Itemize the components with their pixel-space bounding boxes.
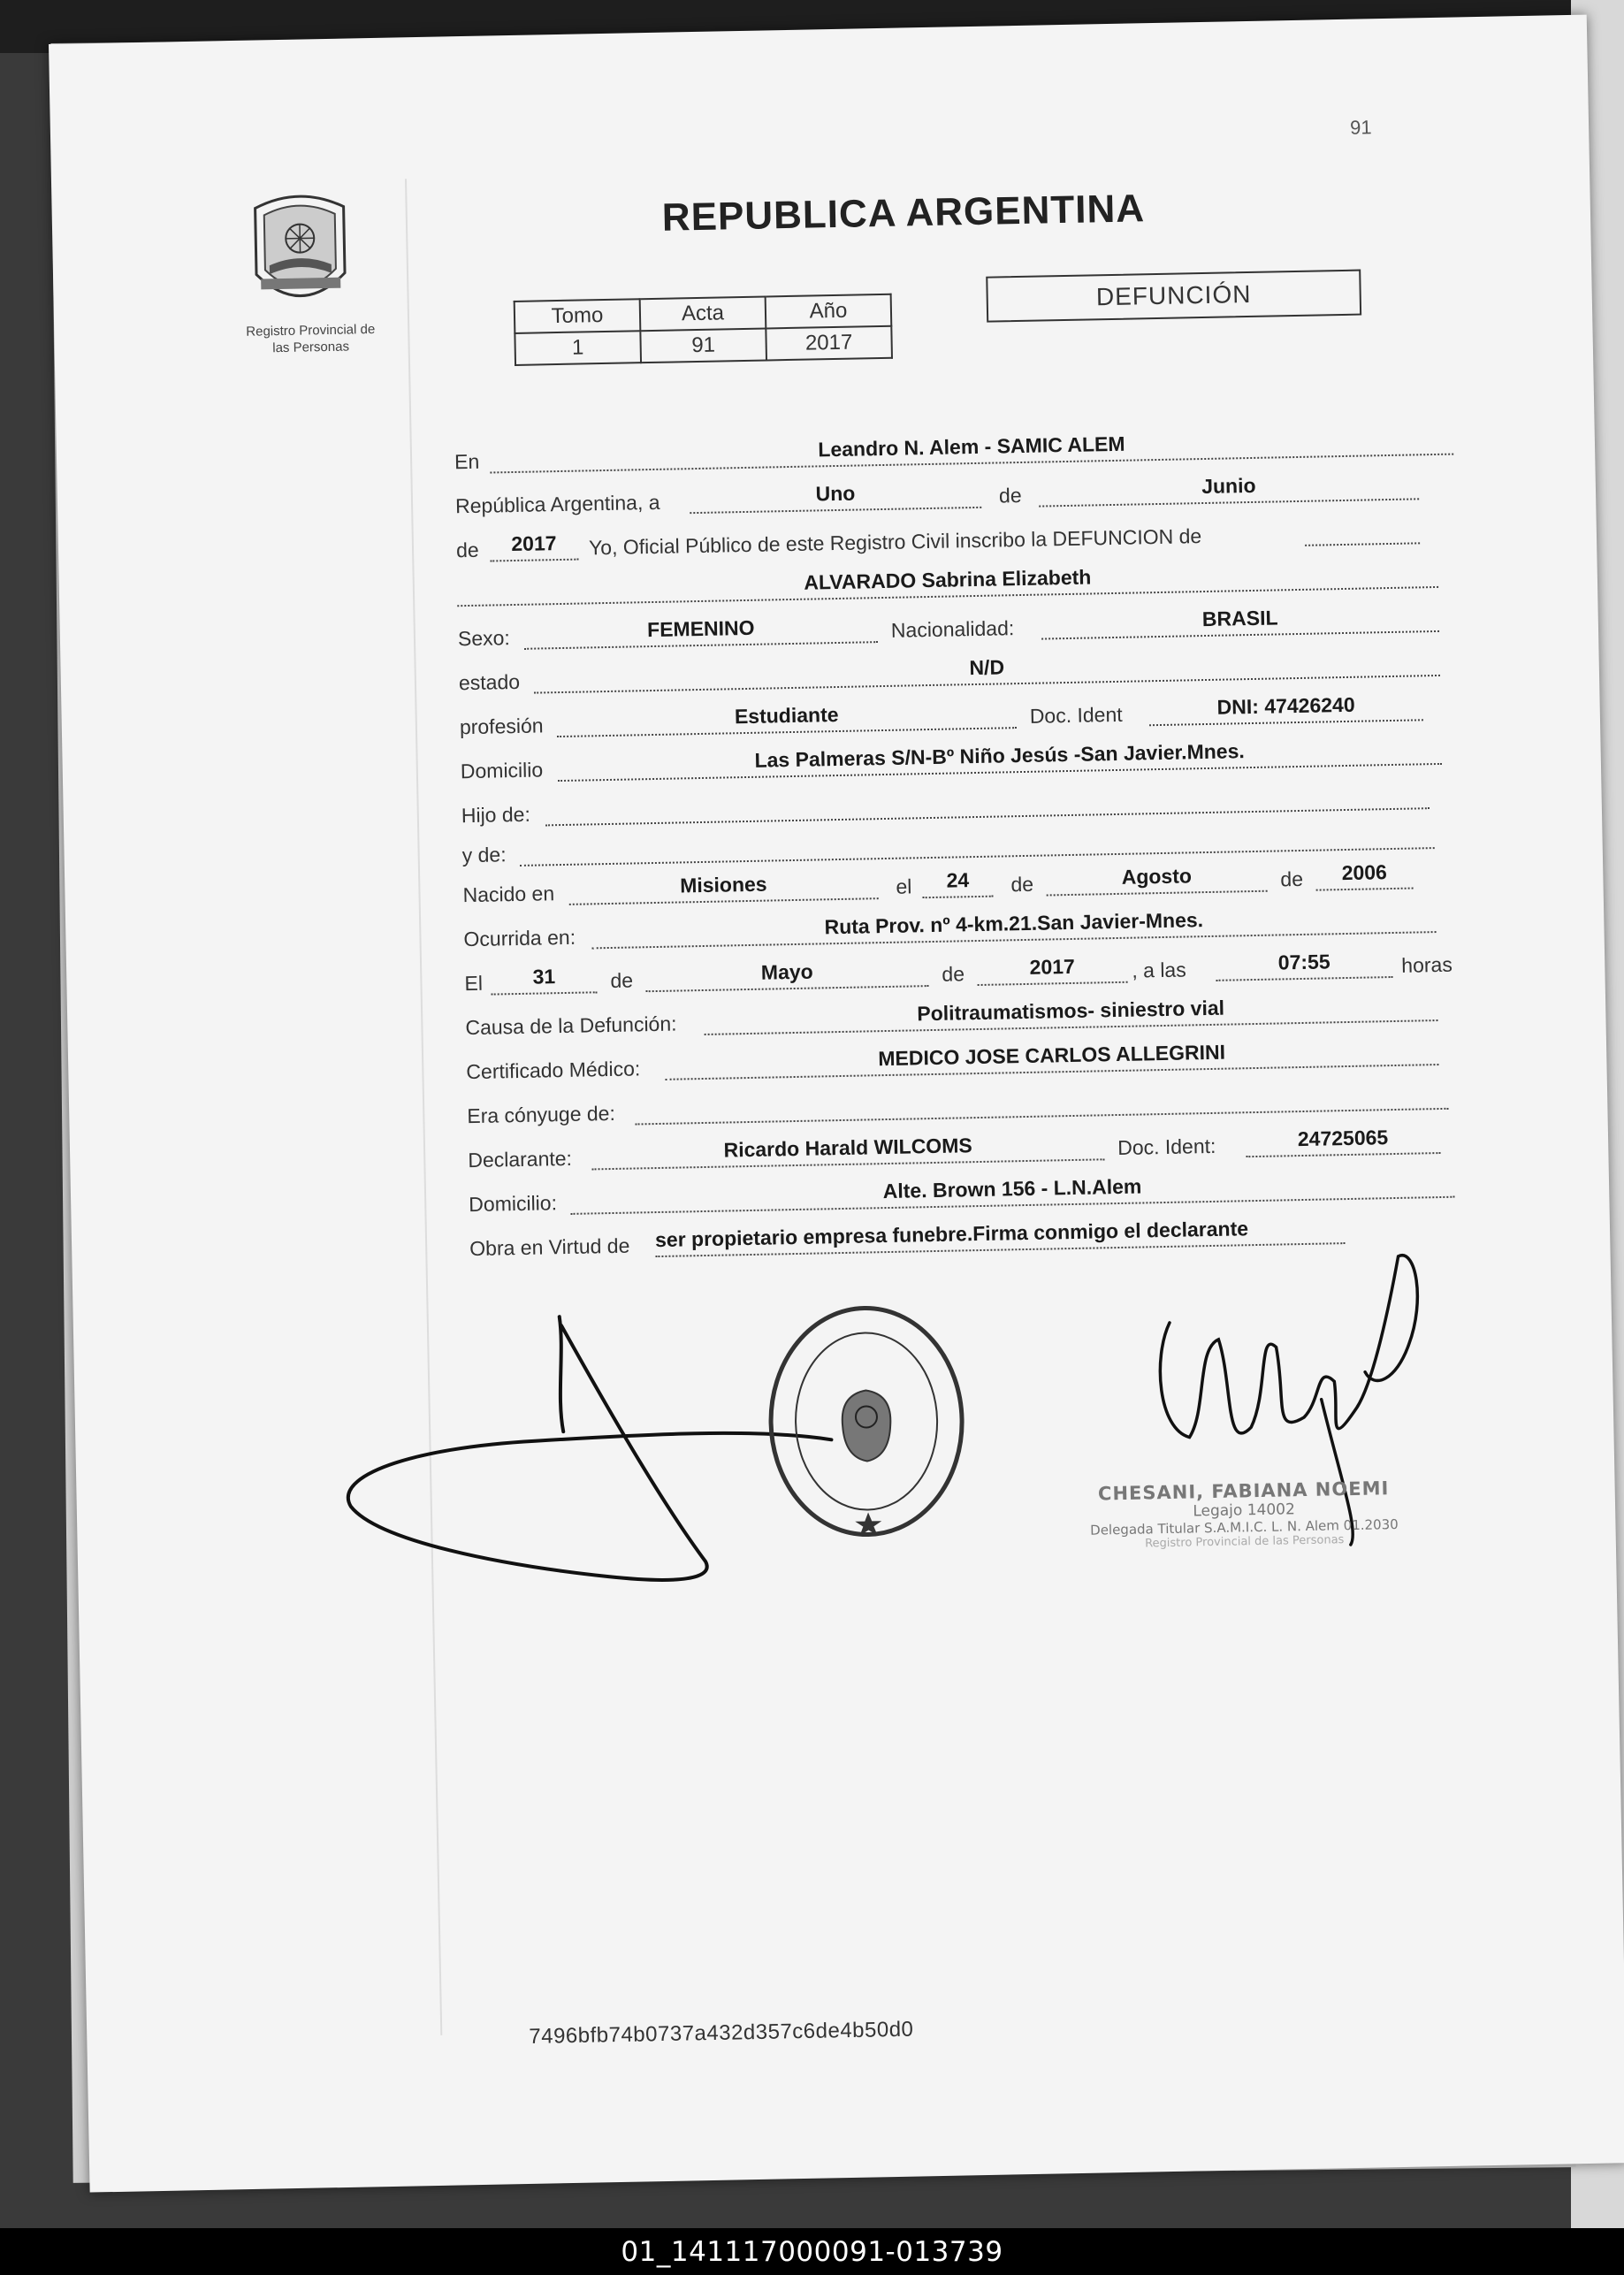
registry-label: Registro Provincial de las Personas [246, 321, 376, 356]
de2-label: de [455, 538, 479, 562]
estado-value: N/D [969, 655, 1005, 680]
registry-seal [763, 1300, 971, 1542]
nacido-label: Nacido en [462, 882, 555, 907]
republica-label: República Argentina, a [454, 490, 660, 518]
hijo-label: Hijo de: [461, 802, 531, 828]
oficial-line [1304, 508, 1420, 546]
en-label: En [454, 449, 480, 474]
file-id-bar [0, 2228, 1624, 2275]
sexo-value: FEMENINO [646, 615, 755, 642]
domicilio2-label: Domicilio: [469, 1191, 558, 1217]
official-role: Delegada Titular S.A.M.I.C. L. N. Alem 01.2030 [1089, 1516, 1399, 1538]
ref-value-anio: 2017 [766, 326, 892, 361]
nacionalidad-value: BRASIL [1201, 606, 1278, 631]
conyuge-label: Era cónyuge de: [467, 1101, 616, 1128]
margin-line [405, 179, 442, 2035]
nac-de-label: de [1010, 872, 1034, 897]
doc2-label: Doc. Ident: [1117, 1134, 1216, 1160]
def-dia-value: 31 [532, 965, 556, 989]
sexo-label: Sexo: [457, 626, 511, 651]
certificado-label: Certificado Médico: [466, 1057, 641, 1084]
obra-label: Obra en Virtud de [469, 1233, 630, 1261]
en-value: Leandro N. Alem - SAMIC ALEM [818, 431, 1125, 462]
file-id: 01_141117000091-013739 [621, 2235, 1003, 2268]
oficial-text: Yo, Oficial Público de este Registro Civil inscribo la DEFUNCION de [588, 524, 1202, 560]
doc-value: DNI: 47426240 [1216, 692, 1355, 719]
ocurrida-value: Ruta Prov. nº 4-km.21.San Javier-Mnes. [824, 908, 1204, 939]
anio-value: 2017 [511, 531, 557, 556]
causa-value: Politraumatismos- siniestro vial [917, 996, 1225, 1026]
yde-label: y de: [461, 843, 507, 867]
ref-value-tomo: 1 [515, 331, 641, 365]
el-label: el [896, 874, 912, 898]
causa-label: Causa de la Defunción: [465, 1012, 677, 1040]
reference-table [514, 294, 893, 366]
nac-anio-value: 2006 [1341, 860, 1388, 885]
obra-value: ser propietario empresa funebre.Firma conmigo el declarante [654, 1217, 1249, 1252]
page-number: 91 [1349, 116, 1372, 139]
nacionalidad-label: Nacionalidad: [890, 616, 1015, 642]
certificado-value: MEDICO JOSE CARLOS ALLEGRINI [878, 1040, 1226, 1071]
death-certificate-sheet [49, 15, 1624, 2193]
official-registry: Registro Provincial de las Personas [1145, 1533, 1345, 1551]
hora-value: 07:55 [1277, 950, 1330, 974]
nac-de2-label: de [1280, 866, 1304, 891]
nombre-value: ALVARADO Sabrina Elizabeth [804, 565, 1092, 594]
def-anio-value: 2017 [1029, 954, 1076, 979]
profesion-label: profesión [459, 714, 544, 739]
provincial-emblem-icon [246, 188, 355, 314]
estado-label: estado [458, 669, 521, 695]
def-mes-value: Mayo [760, 959, 813, 984]
nac-mes-value: Agosto [1121, 864, 1193, 889]
ref-header-anio: Año [766, 294, 892, 329]
document-title: REPUBLICA ARGENTINA [661, 187, 1146, 240]
doc2-value: 24725065 [1297, 1126, 1389, 1151]
domicilio-label: Domicilio [460, 758, 544, 783]
alas-label: , a las [1132, 958, 1186, 982]
domicilio2-value: Alte. Brown 156 - L.N.Alem [882, 1174, 1142, 1203]
ocurrida-label: Ocurrida en: [463, 925, 576, 951]
de-label: de [998, 483, 1022, 508]
profesion-value: Estudiante [734, 702, 839, 729]
horas-label: horas [1401, 952, 1453, 977]
dia-value: Uno [815, 481, 856, 506]
reference-table-value-row [515, 326, 892, 365]
declarante-value: Ricardo Harald WILCOMS [723, 1134, 972, 1162]
def-de-label: de [610, 968, 634, 992]
def-de2-label: de [942, 962, 965, 986]
official-stamp [1040, 1477, 1447, 1553]
ref-header-tomo: Tomo [515, 299, 641, 333]
ref-value-acta: 91 [640, 328, 766, 363]
nacido-value: Misiones [679, 872, 767, 897]
doc-label: Doc. Ident [1029, 702, 1123, 728]
document-hash: 7496bfb74b0737a432d357c6de4b50d0 [529, 2017, 914, 2049]
ref-header-acta: Acta [640, 296, 766, 331]
declarante-label: Declarante: [468, 1146, 573, 1172]
official-name: CHESANI, FABIANA NOEMI [1097, 1477, 1390, 1505]
nac-dia-value: 24 [946, 868, 970, 892]
domicilio-value: Las Palmeras S/N-Bº Niño Jesús -San Javier.Mnes. [754, 739, 1245, 772]
el2-label: El [464, 971, 484, 996]
record-type-box: DEFUNCIÓN [986, 270, 1361, 323]
mes-value: Junio [1201, 473, 1256, 499]
official-legajo: Legajo 14002 [1193, 1500, 1295, 1521]
